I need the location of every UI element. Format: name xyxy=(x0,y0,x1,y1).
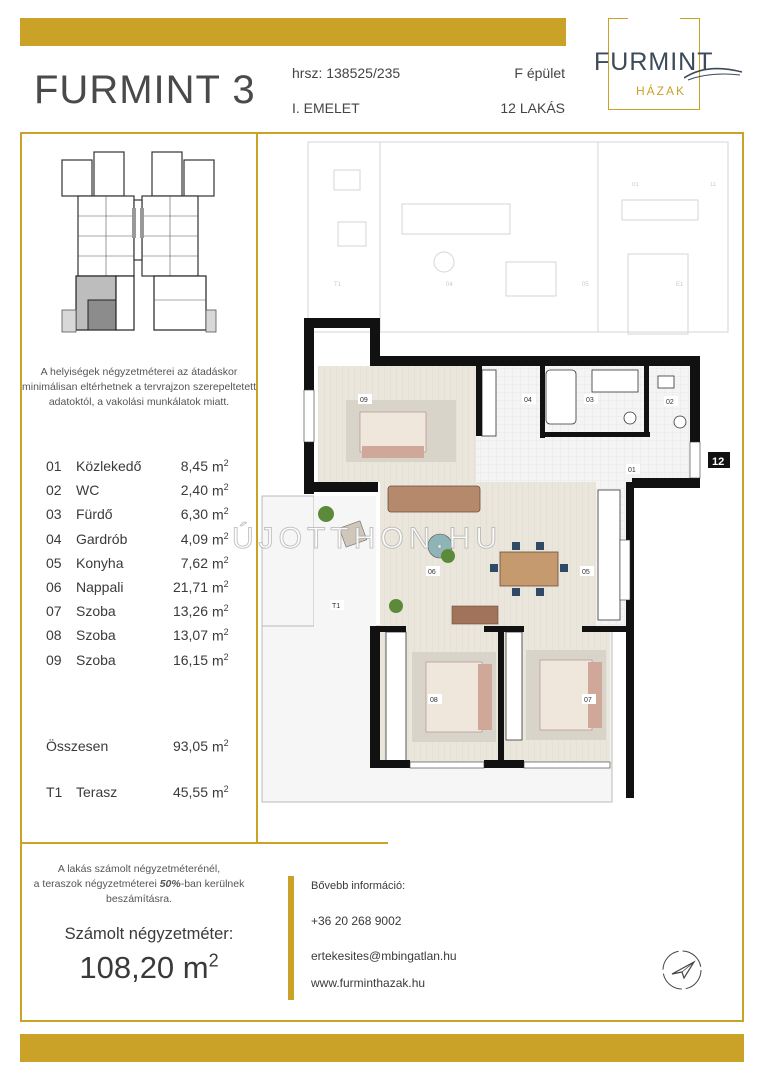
room-row xyxy=(46,458,246,482)
room-code: 02 xyxy=(46,482,62,499)
room-area-unit: $m^2$ xyxy=(212,482,229,499)
contact-accent-bar xyxy=(288,876,294,1000)
logo-wordmark: FURMINT xyxy=(594,48,714,76)
room-code: 09 xyxy=(46,651,62,668)
ghost-label-t1: T1 xyxy=(334,282,342,288)
total-area-unit: $m^2$ xyxy=(212,738,229,755)
floor-label: I. EMELET xyxy=(292,100,360,116)
room-area: 7,62 xyxy=(180,554,208,571)
room-name: Szoba xyxy=(76,603,116,620)
room-area-unit: $m^2$ xyxy=(212,530,229,548)
ghost-label-e1: E1 xyxy=(676,282,684,288)
total-label: Összesen xyxy=(46,738,109,754)
compass-icon xyxy=(660,948,704,992)
room-row xyxy=(46,531,246,555)
room-code: 04 xyxy=(46,530,62,547)
plan-label-08: 08 xyxy=(430,697,438,704)
room-row xyxy=(46,652,246,676)
room-code: 01 xyxy=(46,458,62,474)
unit-badge: 12 xyxy=(712,456,725,468)
project-title: FURMINT 3 xyxy=(34,68,256,112)
room-area-unit: $m^2$ xyxy=(212,554,229,572)
terrace-name: Terasz xyxy=(76,784,118,800)
room-code: 05 xyxy=(46,554,62,571)
area-disclaimer: A helyiségek négyzetméterei az átadáskor minimálisan eltérhetnek a tervrajzon szerepeltetett adatoktól, a vakolási munkálatok miatt. xyxy=(21,366,257,408)
horizontal-divider xyxy=(20,842,388,844)
room-code: 03 xyxy=(46,506,62,523)
room-row xyxy=(46,579,246,603)
top-accent-bar xyxy=(20,18,566,46)
logo-swoosh-icon xyxy=(684,64,744,84)
room-area: 4,09 xyxy=(180,530,208,547)
plan-label-06: 06 xyxy=(428,569,436,576)
plan-label-t1: T1 xyxy=(332,603,341,610)
ghost-label-01: 01 xyxy=(632,182,639,188)
calculated-area-value: 108,20 $m^2$ xyxy=(79,950,219,985)
plan-label-02: 02 xyxy=(666,399,674,406)
plan-label-04: 04 xyxy=(524,397,532,404)
watermark: ÚJOTTHON.HU xyxy=(232,522,502,555)
terrace-area-value: 45,55 xyxy=(172,784,208,800)
plan-label-03: 03 xyxy=(586,397,594,404)
room-area: 16,15 xyxy=(172,651,208,668)
room-area: 21,71 xyxy=(172,578,208,595)
room-area: 2,40 xyxy=(180,482,208,499)
plan-label-05: 05 xyxy=(582,569,590,576)
contact-website[interactable]: www.furminthazak.hu xyxy=(311,976,426,990)
room-area-unit: $m^2$ xyxy=(212,458,229,475)
contact-phone[interactable]: +36 20 268 9002 xyxy=(311,914,402,928)
contact-heading: Bővebb információ: xyxy=(311,880,406,892)
ghost-label-04: 04 xyxy=(446,282,453,288)
room-area-unit: $m^2$ xyxy=(212,651,229,669)
terrace-calculation-note: A lakás számolt négyzetméterénél, a teraszok négyzetméterei 50%-ban kerülnek beszámításra. xyxy=(33,863,245,905)
room-name: Fürdő xyxy=(76,506,113,523)
room-row xyxy=(46,482,246,506)
terrace-code: T1 xyxy=(46,784,63,800)
plan-label-01: 01 xyxy=(628,467,636,474)
room-name: Konyha xyxy=(76,554,124,571)
parcel-number: hrsz: 138525/235 xyxy=(292,65,401,81)
room-row xyxy=(46,603,246,627)
total-area-value: 93,05 xyxy=(172,738,208,754)
room-area-list xyxy=(46,458,246,676)
apartment-floor-plan xyxy=(258,134,742,842)
room-area-unit: $m^2$ xyxy=(212,627,229,644)
room-row xyxy=(46,627,246,651)
room-name: WC xyxy=(76,482,100,499)
plan-label-09: 09 xyxy=(360,397,368,404)
room-area-unit: $m^2$ xyxy=(212,603,229,620)
room-name: Szoba xyxy=(76,627,116,644)
room-area: 13,26 xyxy=(172,603,208,620)
terrace-area-unit: $m^2$ xyxy=(212,784,229,801)
furmint-logo xyxy=(592,18,744,114)
room-name: Közlekedő xyxy=(76,458,142,474)
room-code: 06 xyxy=(46,578,62,595)
room-name: Nappali xyxy=(76,578,124,595)
plan-label-07: 07 xyxy=(584,697,592,704)
room-area-unit: $m^2$ xyxy=(212,506,229,524)
room-code: 07 xyxy=(46,603,62,620)
ghost-label-05: 05 xyxy=(582,282,589,288)
building-label: F épület xyxy=(514,65,565,81)
room-name: Gardrób xyxy=(76,530,128,547)
ghost-label-11: 11 xyxy=(710,182,717,188)
room-area: 6,30 xyxy=(180,506,208,523)
room-row xyxy=(46,506,246,530)
room-row xyxy=(46,555,246,579)
contact-email[interactable]: ertekesites@mbingatlan.hu xyxy=(311,949,457,963)
room-area: 13,07 xyxy=(172,627,208,644)
bottom-accent-bar xyxy=(20,1034,744,1062)
logo-subtitle: HÁZAK xyxy=(636,84,687,98)
room-code: 08 xyxy=(46,627,62,644)
room-name: Szoba xyxy=(76,651,116,668)
building-key-plan xyxy=(58,150,218,335)
room-area-unit: $m^2$ xyxy=(212,578,229,596)
calculated-area-label: Számolt négyzetméter: xyxy=(64,925,234,943)
room-area: 8,45 xyxy=(180,458,208,474)
apartment-number: 12 LAKÁS xyxy=(500,100,565,116)
